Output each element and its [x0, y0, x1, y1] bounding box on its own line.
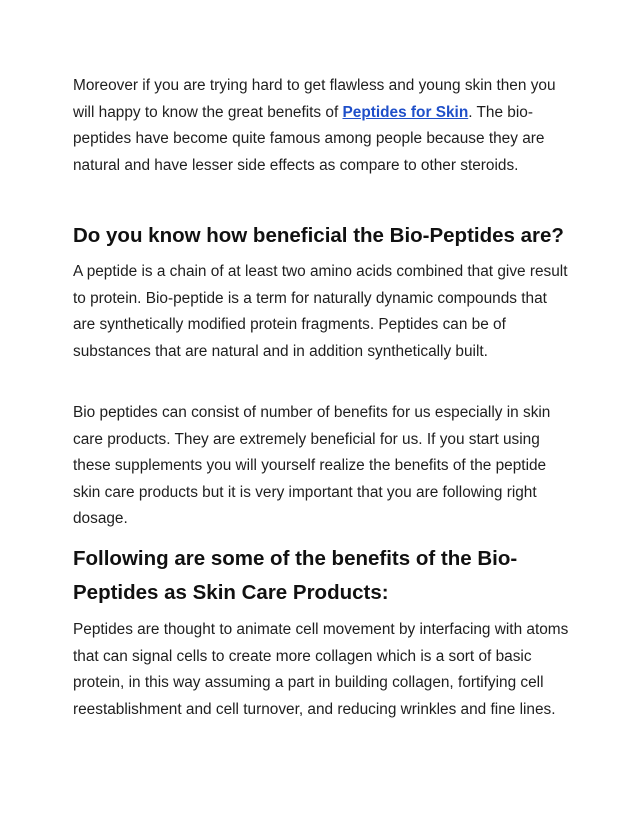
intro-text-before: Moreover if you are trying hard to get flawless and young skin then you will happy to know the great benefits of [73, 77, 556, 121]
section-heading-benefits: Do you know how beneficial the Bio-Peptides are? [73, 224, 564, 247]
collagen-paragraph: Peptides are thought to animate cell movement by interfacing with atoms that can signal cells to create more collagen which is a sort of basic protein, in this way assuming a part in building collagen, fortifying cell reestablishment and cell turnover, and reducing wrinkles and fine lines. [73, 621, 569, 718]
intro-text-after: . The bio-peptides have become quite famous among people because they are natural and have lesser side effects as compare to other steroids. [73, 103, 545, 174]
bio-peptides-benefits-paragraph: Bio peptides can consist of number of benefits for us especially in skin care products. They are extremely beneficial for us. If you start using these supplements you will yourself realize the benefits of the peptide skin care products but it is very important that you are following right dosage. [73, 404, 551, 528]
peptides-for-skin-link[interactable]: Peptides for Skin [342, 103, 469, 121]
peptide-definition-paragraph: A peptide is a chain of at least two amino acids combined that give result to protein. Bio-peptide is a term for naturally dynamic compounds that are synthetically modified protein fragments. Peptides can be of substances that are natural and in addition synthetically built. [73, 263, 568, 360]
section-heading-skin-care: Following are some of the benefits of the Bio-Peptides as Skin Care Products: [73, 547, 518, 604]
intro-paragraph [73, 73, 573, 179]
